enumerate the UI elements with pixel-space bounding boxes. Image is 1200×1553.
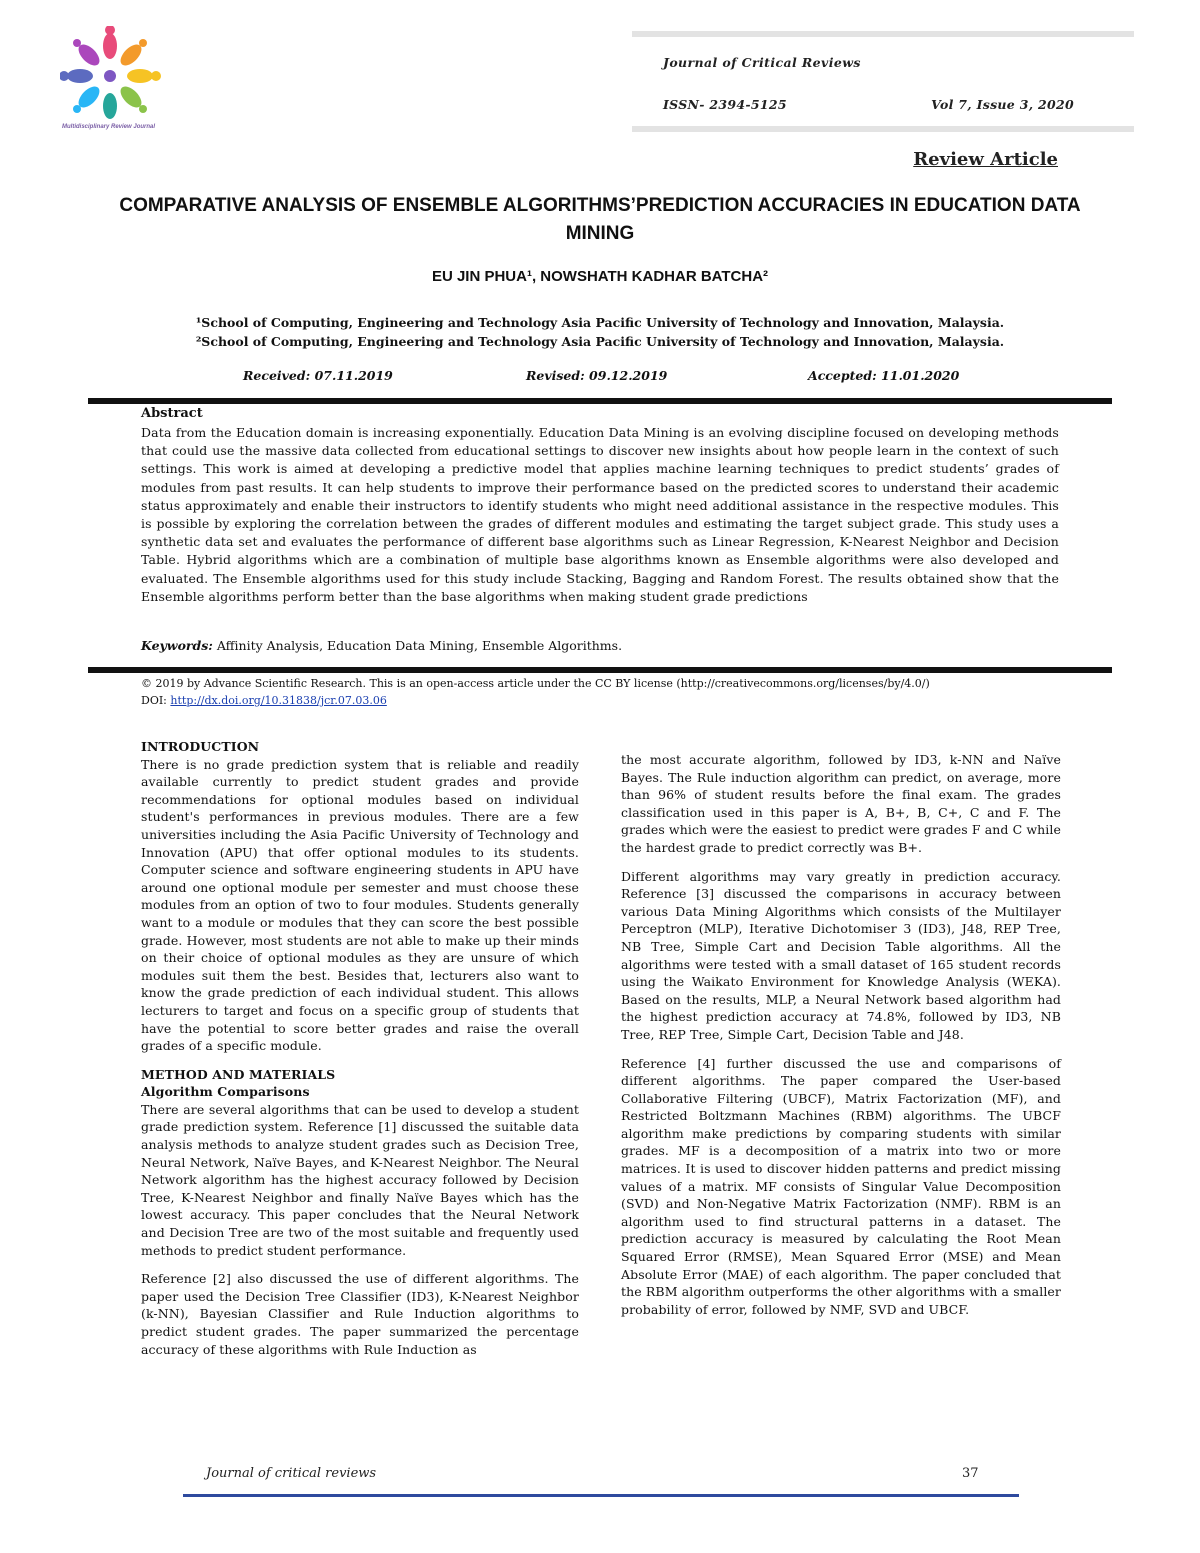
footer-rule: [183, 1494, 1019, 1497]
revised-date: Revised: 09.12.2019: [526, 368, 668, 383]
page-number: 37: [962, 1466, 979, 1481]
keywords-label: Keywords:: [141, 638, 213, 653]
accepted-date: Accepted: 11.01.2020: [808, 368, 960, 383]
volume-issue: Vol 7, Issue 3, 2020: [931, 97, 1074, 112]
right-paragraph-1: the most accurate algorithm, followed by ID3, k-NN and Naïve Bayes. The Rule induction algorithm can predict, on average, more than 96% of student results before the final exam. The grades classification used in this paper is A, B+, B, C+, C and F. The grades which were the easiest to predict were grades F and C while the hardest grade to predict correctly was B+.: [621, 752, 1061, 855]
header-rule-bottom: [632, 126, 1134, 132]
affiliation-1: ¹School of Computing, Engineering and Technology Asia Pacific University of Technology and Innovation, Malaysia.: [195, 315, 1005, 330]
introduction-heading: INTRODUCTION: [141, 739, 260, 754]
right-paragraph-2: Different algorithms may vary greatly in prediction accuracy. Reference [3] discussed the comparisons in accuracy between various Data Mining Algorithms which consists of the Multilayer Perceptron (MLP), Iterative Dichotomiser 3 (ID3), J48, REP Tree, NB Tree, Simple Cart and Decision Table algorithms. All the algorithms were tested with a small dataset of 165 student records using the Waikato Environment for Knowledge Analysis (WEKA). Based on the results, MLP, a Neural Network based algorithm had the highest prediction accuracy at 74.8%, followed by ID3, NB Tree, REP Tree, Simple Cart, Decision Table and J48.: [621, 868, 1061, 1042]
header-rule-top: [632, 31, 1134, 37]
issn: ISSN- 2394-5125: [663, 97, 787, 112]
flower-logo-icon: [60, 26, 190, 136]
doi-label: DOI:: [141, 694, 171, 707]
affiliation-2: ²School of Computing, Engineering and Technology Asia Pacific University of Technology and Innovation, Malaysia.: [195, 334, 1005, 349]
right-paragraph-3: Reference [4] further discussed the use and comparisons of different algorithms. The paper compared the User-based Collaborative Filtering (UBCF), Matrix Factorization (MF), and Restricted Boltzmann Machines (RBM) algorithms. The UBCF algorithm make predictions by comparing students with similar grades. MF is a decomposition of a matrix into two or more matrices. It is used to discover hidden patterns and predict missing values of a matrix. MF consists of Singular Value Decomposition (SVD) and Non-Negative Matrix Factorization (NMF). RBM is an algorithm used to find structural patterns in a dataset. The prediction accuracy is measured by calculating the Root Mean Squared Error (RMSE), Mean Squared Error (MSE) and Mean Absolute Error (MAE) of each algorithm. The paper concluded that the RBM algorithm outperforms the other algorithms with a smaller probability of error, followed by NMF, SVD and UBCF.: [621, 1055, 1061, 1317]
journal-name: Journal of Critical Reviews: [663, 55, 861, 70]
abstract-top-rule: [88, 398, 1112, 404]
method-heading: METHOD AND MATERIALS: [141, 1066, 336, 1082]
article-title: COMPARATIVE ANALYSIS OF ENSEMBLE ALGORITHMS’PREDICTION ACCURACIES IN EDUCATION DATA MINING: [119, 195, 1081, 244]
footer-journal: Journal of critical reviews: [206, 1466, 377, 1481]
keywords-text: Affinity Analysis, Education Data Mining, Ensemble Algorithms.: [212, 638, 623, 653]
license-block: [141, 675, 930, 709]
algorithm-comparisons-subheading: Algorithm Comparisons: [141, 1084, 310, 1100]
affiliations: [100, 313, 1100, 351]
license-text: © 2019 by Advance Scientific Research. This is an open-access article under the CC BY license (http://creativecommons.org/licenses/by/4.0/): [141, 677, 930, 690]
left-column: [141, 738, 579, 1369]
abstract-bottom-rule: [88, 667, 1112, 673]
doi-line: [141, 692, 930, 709]
right-column: [621, 751, 1061, 1329]
keywords: [141, 638, 622, 653]
doi-link[interactable]: http://dx.doi.org/10.31838/jcr.07.03.06: [170, 694, 387, 707]
authors: EU JIN PHUA¹, NOWSHATH KADHAR BATCHA²: [431, 268, 769, 285]
logo-caption: Multidisciplinary Review Journal: [62, 124, 156, 130]
intro-paragraph: There is no grade prediction system that is reliable and readily available currently to predict student grades and provide recommendations for optional modules based on individual student's performances in previous modules. There are a few universities including the Asia Pacific University of Technology and Innovation (APU) that offer optional modules to its students. Computer science and software engineering students in APU have around one optional module per semester and must choose these modules from an option of two to four modules. Students generally want to a module or modules that they can score the best possible grade. However, most students are not able to make up their minds on their choice of optional modules as they are unsure of which modules suit them the best. Besides that, lecturers also want to know the grade prediction of each individual student. This allows lecturers to target and focus on a specific group of students that have the potential to score better grades and raise the overall grades of a specific module.: [141, 756, 579, 1054]
method-paragraph-2: Reference [2] also discussed the use of different algorithms. The paper used the Decision Tree Classifier (ID3), K-Nearest Neighbor (k-NN), Bayesian Classifier and Rule Induction algorithms to predict student grades. The paper summarized the percentage accuracy of these algorithms with Rule Induction as: [141, 1271, 579, 1357]
method-paragraph-1: There are several algorithms that can be used to develop a student grade prediction system. Reference [1] discussed the suitable data analysis methods to analyze student grades such as Decision Tree, Neural Network, Naïve Bayes, and K-Nearest Neighbor. The Neural Network algorithm has the highest accuracy followed by Decision Tree, K-Nearest Neighbor and finally Naïve Bayes which has the lowest accuracy. This paper concludes that the Neural Network and Decision Tree are two of the most suitable and frequently used methods to predict student performance.: [141, 1101, 579, 1258]
abstract-body: Data from the Education domain is increasing exponentially. Education Data Mining is an evolving discipline focused on developing methods that could use the massive data collected from educational settings to discover new insights about how people learn in the context of such settings. This work is aimed at developing a predictive model that applies machine learning techniques to predict students’ grades of modules from past results. It can help students to improve their performance based on the predicted scores to understand their academic status approximately and enable their instructors to identify students who might need additional assistance in the respective modules. This is possible by exploring the correlation between the grades of different modules and estimating the target subject grade. This study uses a synthetic data set and evaluates the performance of different base algorithms such as Linear Regression, K-Nearest Neighbor and Decision Table. Hybrid algorithms which are a combination of multiple base algorithms known as Ensemble algorithms were also developed and evaluated. The Ensemble algorithms used for this study include Stacking, Bagging and Random Forest. The results obtained show that the Ensemble algorithms perform better than the base algorithms when making student grade predictions: [141, 425, 1059, 604]
abstract-heading: Abstract: [141, 406, 203, 421]
article-type: Review Article: [913, 149, 1058, 170]
received-date: Received: 07.11.2019: [243, 368, 393, 383]
journal-logo: [60, 26, 190, 136]
